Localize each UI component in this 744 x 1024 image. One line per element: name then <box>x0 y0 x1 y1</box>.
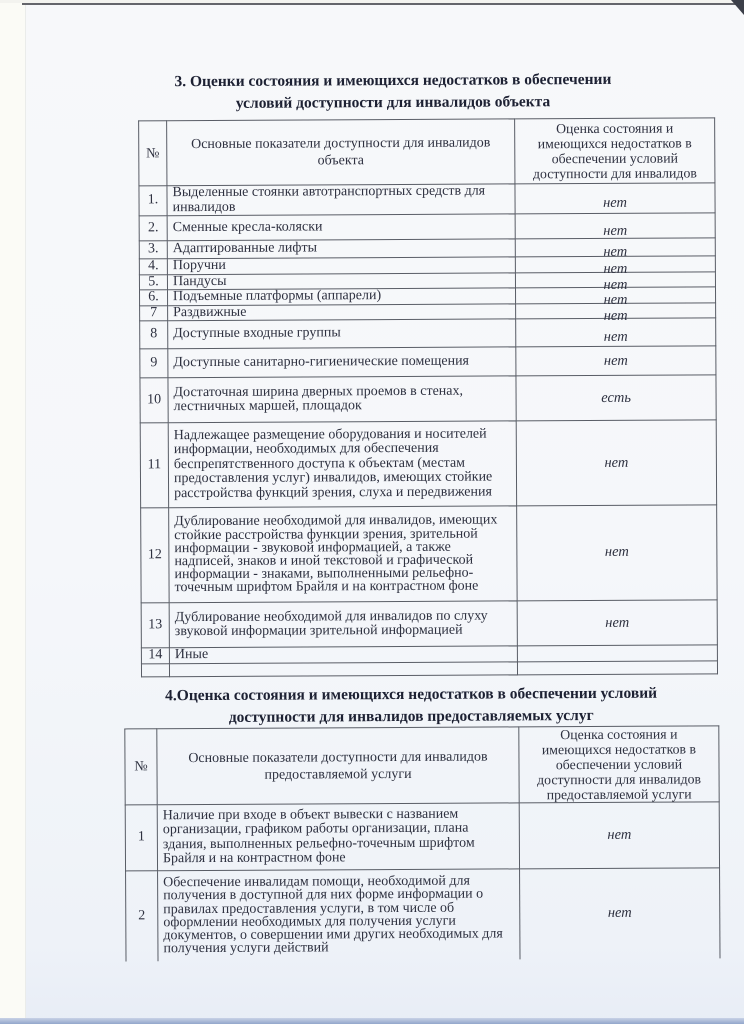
table-row <box>125 802 719 871</box>
col-header-indicator: Основные показатели доступности для инвалидов предоставляемой услуги <box>157 727 519 805</box>
row-indicator: Доступные входные группы <box>168 319 516 349</box>
table-row <box>140 346 716 378</box>
row-num: 10 <box>140 378 168 423</box>
row-num: 2 <box>126 871 158 961</box>
row-value: нет <box>515 183 715 214</box>
row-value: нет <box>516 318 716 347</box>
row-value: нет <box>517 505 717 601</box>
accessibility-object-table <box>138 117 718 677</box>
row-value: нет <box>516 346 716 376</box>
row-num: 2. <box>139 216 167 241</box>
col-header-indicator: Основные показатели доступности для инвалидов объекта <box>167 119 515 186</box>
table-row <box>139 213 715 241</box>
row-num: 1. <box>139 186 167 216</box>
row-value: нет <box>515 256 715 273</box>
row-num: 7 <box>140 305 168 321</box>
row-indicator: Адаптированные лифты <box>167 239 515 259</box>
row-value <box>517 645 717 662</box>
row-num: 11 <box>140 423 168 508</box>
scan-bottom-edge <box>0 1018 744 1024</box>
section4-title-line2: доступности для инвалидов предоставляемых услуг <box>228 706 594 726</box>
row-value: есть <box>516 375 716 421</box>
row-value: нет <box>519 802 719 869</box>
table-header-row <box>125 726 719 805</box>
row-indicator: Дублирование необходимой для инвалидов, имеющих стойкие расстройства функции зрения, зрительной информации - звуковой информацией, а также надписей, знаков и иной текстовой и графической информации - знаками, выполненными рельефно-точечным шрифтом Брайля и на контрастном фоне <box>169 506 517 603</box>
table-row <box>140 375 716 423</box>
row-num: 8 <box>140 321 168 349</box>
table-header-row <box>139 118 715 186</box>
row-indicator: Поручни <box>167 257 515 274</box>
row-indicator: Дублирование необходимой для инвалидов по слуху звуковой информации зрительной информацией <box>169 601 517 648</box>
row-indicator: Доступные санитарно-гигиенические помещения <box>168 347 516 378</box>
row-indicator: Обеспечение инвалидам помощи, необходимой для получения в доступной для них форме информации о правилах предоставления услуги, в том числе об оформлении необходимых для получения услуги документов, о совершении ими других необходимых для получения услуги действий <box>158 869 520 961</box>
col-header-assessment: Оценка состояния и имеющихся недостатков в обеспечении условий доступности для инвалидов предоставляемой услуги <box>519 726 719 803</box>
row-indicator <box>169 661 517 676</box>
row-value: нет <box>520 868 720 959</box>
row-value: нет <box>515 271 715 288</box>
table-row <box>141 600 717 648</box>
row-num: 12 <box>141 508 169 603</box>
table-row <box>140 420 716 508</box>
row-value: нет <box>515 213 715 239</box>
row-value: нет <box>516 302 716 319</box>
section3-title <box>93 68 693 115</box>
row-indicator: Раздвижные <box>168 303 516 320</box>
row-value: нет <box>517 600 717 646</box>
row-indicator: Подъемные платформы (аппарели) <box>168 288 516 305</box>
row-num: 3. <box>139 241 167 259</box>
section4-title <box>101 682 721 729</box>
row-value: нет <box>515 238 715 257</box>
row-indicator: Выделенные стоянки автотранспортных средств для инвалидов <box>167 184 515 216</box>
row-num: 6. <box>140 290 168 306</box>
row-indicator: Иные <box>169 646 517 663</box>
col-header-assessment: Оценка состояния и имеющихся недостатков в обеспечении условий доступности для инвалидов <box>515 118 715 184</box>
row-indicator: Сменные кресла-коляски <box>167 214 515 241</box>
row-indicator: Надлежащее размещение оборудования и носителей информации, необходимых для обеспечения беспрепятственного доступа к объектам (местам предоставления услуг) инвалидов, имеющих стойкие расстройства функций зрения, слуха и передвижения <box>168 421 516 508</box>
accessibility-services-table <box>124 725 720 961</box>
row-num: 14 <box>141 648 169 664</box>
row-indicator: Пандусы <box>167 272 515 289</box>
table-row <box>141 505 717 603</box>
table-row <box>139 183 715 216</box>
row-num: 9 <box>140 349 168 378</box>
row-num: 13 <box>141 603 169 648</box>
row-num <box>141 663 169 676</box>
row-num: 5. <box>139 274 167 290</box>
row-value <box>517 660 717 674</box>
row-num: 4. <box>139 259 167 275</box>
row-indicator: Достаточная ширина дверных проемов в стенах, лестничных маршей, площадок <box>168 376 516 423</box>
table-row <box>140 318 716 349</box>
table-row-empty <box>141 660 717 676</box>
row-value: нет <box>516 420 716 506</box>
row-num: 1 <box>125 805 157 871</box>
row-value: нет <box>515 287 715 304</box>
section3-title-line1: 3. Оценки состояния и имеющихся недостатков в обеспечении <box>174 70 612 91</box>
section4-title-line1: 4.Оценка состояния и имеющихся недостатков в обеспечении условий <box>165 684 658 705</box>
table-row <box>126 868 720 961</box>
col-header-num: № <box>139 121 167 186</box>
section3-title-line2: условий доступности для инвалидов объекта <box>235 93 551 112</box>
col-header-num: № <box>125 729 157 805</box>
row-indicator: Наличие при входе в объект вывески с названием организации, графиком работы организации, плана здания, выполненных рельефно-точечным шрифтом Брайля и на контрастном фоне <box>157 803 519 871</box>
